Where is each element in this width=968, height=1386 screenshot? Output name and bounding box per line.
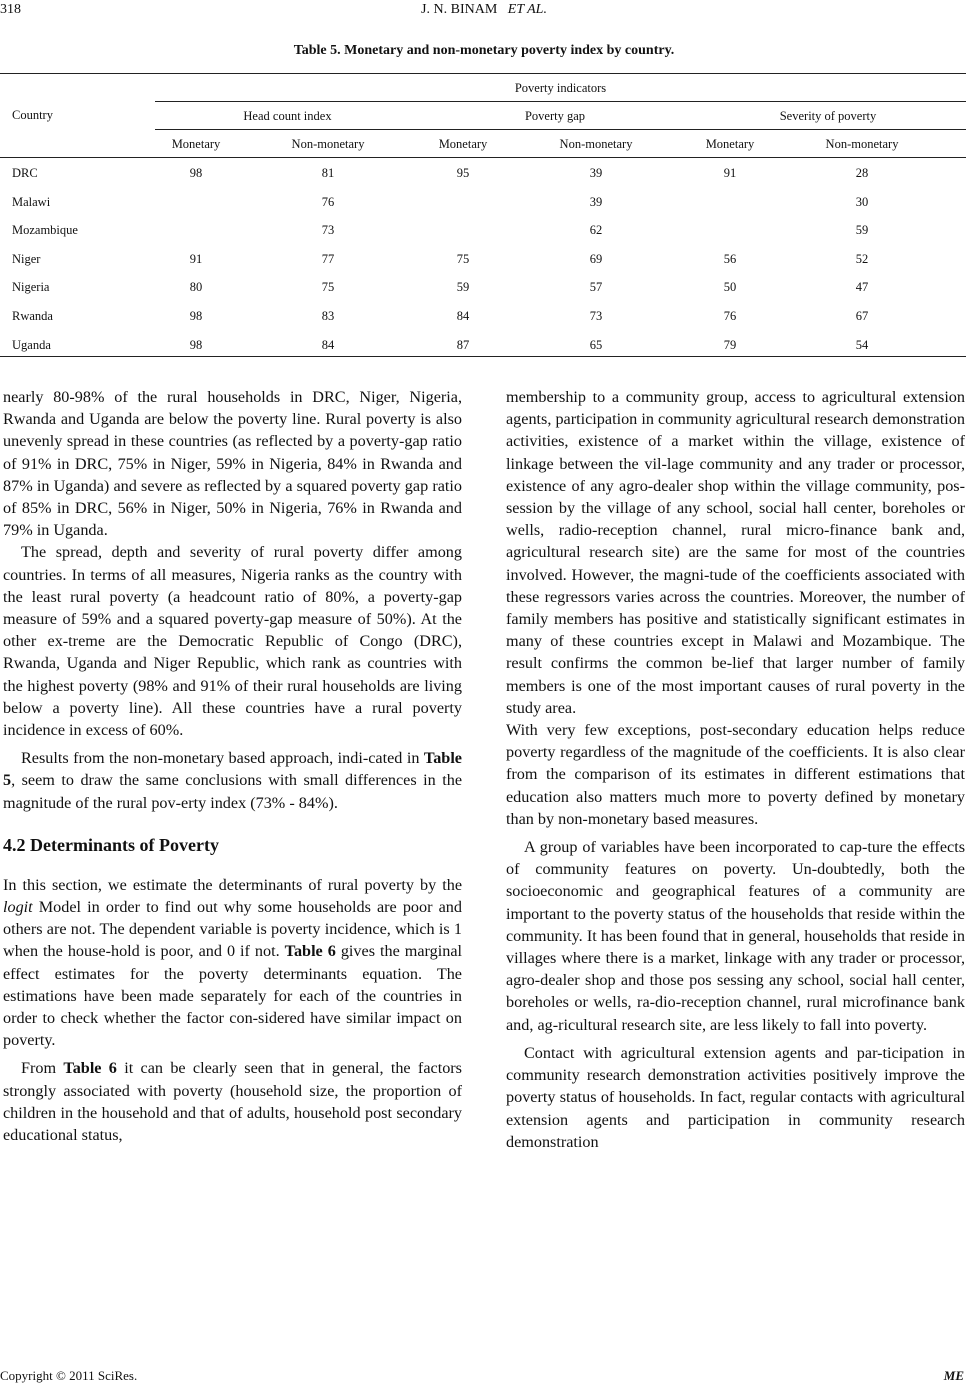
right-column: [506, 386, 965, 1153]
table-cell-value: 54: [855, 337, 869, 352]
paragraph: A group of variables have been incorporated to cap-ture the effects of community features on poverty. Un-doubtedly, both the socioeconomic and geographical features of a community are important to the poverty status of the households that reside within the community. It has been found that in general, households that reside in villages where there is a market, linkage with any trader or processor, agro-dealer shop and those pos sessing any school, social hall center, boreholes or wells, ra-dio-reception channel, rural microfinance bank and, ag-ricultural research site, are less likely to fall into poverty.: [506, 838, 965, 1034]
header-bottom-rule: [0, 157, 966, 158]
table-cell-value: 77: [321, 251, 335, 266]
section-heading: 4.2 Determinants of Poverty: [3, 834, 219, 855]
table-cell-country: Mozambique: [12, 223, 78, 238]
sub-header: Non-monetary: [291, 137, 365, 151]
table-cell-country: Nigeria: [12, 280, 50, 295]
text-run: it can be clearly seen that in general, the factors strongly associated with poverty (household size, the proportion of children in the household and that of adults, household post secondary educational status,: [3, 1059, 462, 1145]
paragraph: [3, 1057, 462, 1146]
table-cell-value: 84: [456, 309, 470, 323]
table-cell-value: 65: [589, 337, 603, 352]
table-cell-value: 59: [855, 223, 869, 238]
table-cell-value: 84: [321, 337, 335, 352]
group-rule: [155, 101, 966, 102]
table-cell-country: Malawi: [12, 194, 51, 209]
paragraph: With very few exceptions, post-secondary education helps reduce poverty regardless of the magnitude of the coefficients. It is also clear from the comparison of its estimates in different estimations that education also matters much more to poverty defined by monetary than by non-monetary based measures.: [506, 721, 965, 828]
table-cell-value: 76: [723, 309, 737, 323]
table-cell-country: DRC: [12, 166, 38, 180]
table-cell-value: 39: [589, 194, 603, 209]
table-cell-value: 28: [855, 166, 869, 180]
table-cell-value: 73: [321, 223, 335, 238]
text-run: gives the marginal effect estimates for the poverty determinants equation. The estimations have been made separately for each of the countries in order to check whether the factor con-sidered have similar impact on poverty.: [3, 942, 463, 1050]
running-head: [0, 2, 968, 18]
table-cell-value: 98: [189, 166, 203, 180]
indicator-rule: [155, 129, 966, 130]
sub-header: Monetary: [171, 137, 221, 151]
table-cell-value: 50: [723, 280, 737, 295]
indicator-header: Head count index: [243, 109, 332, 123]
table-cell-country: Uganda: [12, 337, 51, 352]
table-cell-value: 52: [855, 251, 869, 266]
group-header: Poverty indicators: [514, 81, 607, 95]
table-cell-value: 95: [456, 166, 470, 180]
table-cell-country: Rwanda: [12, 309, 53, 323]
paragraph: membership to a community group, access to agricultural extension agents, participation in community agricultural research demonstration activities, existence of a market within the village, existence of linkage between the vil-lage community and any trader or processor, existence of any agro-dealer shop within the village community, pos-session by the village of any school, social hall center, boreholes or wells, radio-reception channel, rural micro-finance bank and, agricultural research site) are the same for most of the countries involved. However, the magni-tude of the coefficients associated with these regressors varies across the countries. Moreover, the number of family members has positive and statistically significant estimates in many of these countries except in Malawi and Mozambique. The result confirms the common be-lief that larger number of family members is one of the most important causes of rural poverty in the study area.: [506, 388, 965, 717]
table-top-rule: [0, 73, 966, 74]
table-cell-value: 30: [855, 194, 869, 209]
text-run: In this section, we estimate the determinants of rural poverty by the: [3, 875, 462, 894]
table-cell-value: 81: [321, 166, 335, 180]
table-ref-link[interactable]: Table 5: [3, 749, 462, 790]
table-ref-link[interactable]: Table 6: [63, 1059, 117, 1078]
left-column: [3, 386, 462, 1146]
table-cell-value: 57: [589, 280, 603, 295]
running-head-authors: J. N. BINAM: [421, 2, 498, 17]
table-cell-value: 91: [189, 251, 203, 266]
paragraph: [3, 747, 462, 814]
table-ref-link[interactable]: Table 6: [284, 942, 336, 961]
table-cell-value: 47: [855, 280, 869, 295]
sub-header: Monetary: [438, 137, 488, 151]
table-cell-value: 98: [189, 309, 203, 323]
table-cell-value: 80: [189, 280, 203, 295]
table-cell-value: 62: [589, 223, 603, 238]
table-cell-value: 87: [456, 337, 470, 352]
sub-header: Monetary: [705, 137, 755, 151]
table-bottom-rule: [0, 356, 966, 357]
running-head-et-al: ET AL.: [507, 2, 547, 17]
table-cell-value: 75: [321, 280, 335, 295]
table-cell-country: Niger: [12, 251, 41, 266]
text-run: Model in order to find out why some households are poor and others are not. The dependent variable is poverty incidence, which is 1 when the house-hold is poor, and 0 if not.: [3, 898, 462, 961]
table-cell-value: 69: [589, 251, 603, 266]
table-cell-value: 67: [855, 309, 869, 323]
indicator-header: Poverty gap: [524, 109, 586, 123]
table-cell-value: 76: [321, 194, 335, 209]
indicator-header: Severity of poverty: [779, 109, 877, 123]
journal-abbrev: ME: [943, 1368, 964, 1383]
text-run: From: [21, 1059, 64, 1078]
table-cell-value: 91: [723, 166, 737, 180]
table-cell-value: 59: [456, 280, 470, 295]
sub-header: Non-monetary: [559, 137, 633, 151]
text-run: Results from the non-monetary based approach, indi-cated in: [21, 749, 424, 768]
table-cell-value: 98: [189, 337, 203, 352]
table-cell-value: 73: [589, 309, 603, 323]
paragraph: [3, 874, 462, 1052]
copyright-notice: Copyright © 2011 SciRes.: [0, 1368, 138, 1383]
paragraph: Contact with agricultural extension agents and par-ticipation in community research demonstration activities positively improve the poverty status of households. In fact, regular contacts with agricultural extension agents and participation in community research demonstration: [506, 1043, 965, 1151]
table-caption: Table 5. Monetary and non-monetary poverty index by country.: [293, 43, 675, 58]
text-run: , seem to draw the same conclusions with small differences in the magnitude of the rural pov-erty index (73% - 84%).: [3, 771, 462, 812]
paragraph: nearly 80-98% of the rural households in DRC, Niger, Nigeria, Rwanda and Uganda are below the poverty line. Rural poverty is also unevenly spread in these countries (as reflected by a poverty-gap ratio of 91% in DRC, 75% in Niger, 59% in Nigeria, 84% in Rwanda and 87% in Uganda) and severe as reflected by a squared poverty gap ratio of 85% in DRC, 56% in Niger, 50% in Nigeria, 76% in Rwanda and 79% in Uganda.: [3, 388, 462, 540]
table-cell-value: 75: [456, 251, 470, 266]
table-cell-value: 79: [723, 337, 737, 352]
table-cell-value: 83: [321, 309, 335, 323]
page-number: 318: [0, 2, 21, 17]
country-header: Country: [12, 108, 53, 122]
paragraph: The spread, depth and severity of rural poverty differ among countries. In terms of all measures, Nigeria ranks as the country with the least rural poverty (a headcount ratio of 80%, a poverty-gap measure of 59% and a squared poverty-gap measure of 50%). At the other ex-treme are the Democratic Republic of Congo (DRC), Rwanda, Uganda and Niger Republic, which rank as countries with the highest poverty (98% and 91% of their rural households are living below a poverty line). All these countries have a rural poverty incidence in excess of 60%.: [3, 543, 462, 740]
table-cell-value: 39: [589, 166, 603, 180]
text-run: logit: [3, 898, 33, 917]
table-cell-value: 56: [723, 251, 737, 266]
sub-header: Non-monetary: [825, 137, 899, 151]
